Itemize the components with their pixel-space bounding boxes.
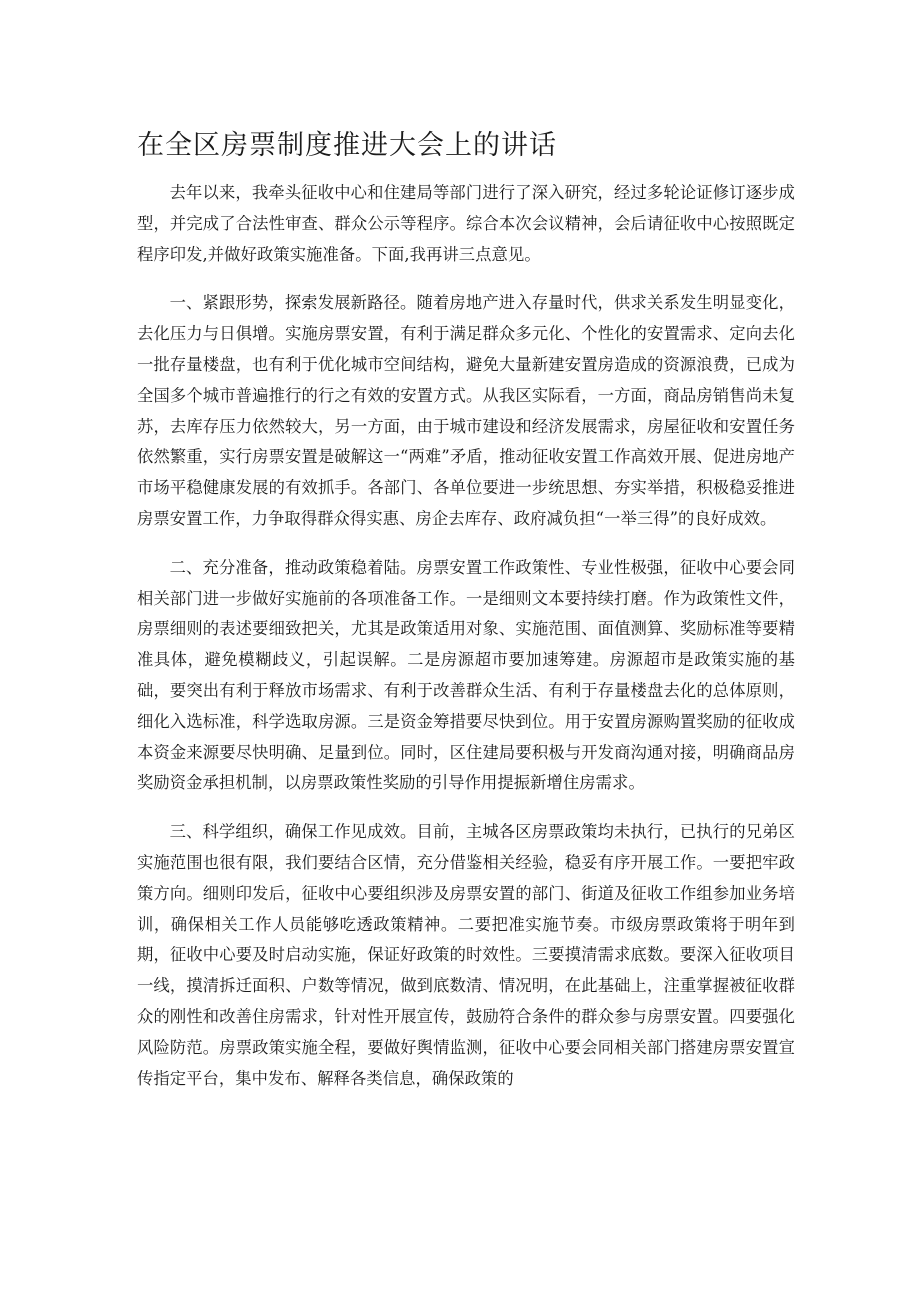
- document-title: 在全区房票制度推进大会上的讲话: [137, 130, 557, 161]
- paragraph-point-two: 二、充分准备，推动政策稳着陆。房票安置工作政策性、专业性极强，征收中心要会同相关部门进一步做好实施前的各项准备工作。一是细则文本要持续打磨。作为政策性文件，房票细则的表述要细致把关，尤其是政策适用对象、实施范围、面值测算、奖励标准等要精准具体，避免模糊歧义，引起误解。二是房源超市要加速筹建。房源超市是政策实施的基础，要突出有利于释放市场需求、有利于改善群众生活、有利于存量楼盘去化的总体原则，细化入选标准，科学选取房源。三是资金筹措要尽快到位。用于安置房源购置奖励的征收成本资金来源要尽快明确、足量到位。同时，区住建局要积极与开发商沟通对接，明确商品房奖励资金承担机制，以房票政策性奖励的引导作用提振新增住房需求。: [137, 557, 795, 793]
- paragraph-point-three: 三、科学组织，确保工作见成效。目前，主城各区房票政策均未执行，已执行的兄弟区实施范围也很有限，我们要结合区情，充分借鉴相关经验，稳妥有序开展工作。一要把牢政策方向。细则印发后，征收中心要组织涉及房票安置的部门、街道及征收工作组参加业务培训，确保相关工作人员能够吃透政策精神。二要把准实施节奏。市级房票政策将于明年到期，征收中心要及时启动实施，保证好政策的时效性。三要摸清需求底数。要深入征收项目一线，摸清拆迁面积、户数等情况，做到底数清、情况明，在此基础上，注重掌握被征收群众的刚性和改善住房需求，针对性开展宣传，鼓励符合条件的群众参与房票安置。四要强化风险防范。房票政策实施全程，要做好舆情监测，征收中心要会同相关部门搭建房票安置宣传指定平台，集中发布、解释各类信息，确保政策的: [137, 822, 795, 1088]
- paragraph-point-one: 一、紧跟形势，探索发展新路径。随着房地产进入存量时代，供求关系发生明显变化，去化压力与日俱增。实施房票安置，有利于满足群众多元化、个性化的安置需求、定向去化一批存量楼盘，也有利于优化城市空间结构，避免大量新建安置房造成的资源浪费，已成为全国多个城市普遍推行的行之有效的安置方式。从我区实际看，一方面，商品房销售尚未复苏，去库存压力依然较大，另一方面，由于城市建设和经济发展需求，房屋征收和安置任务依然繁重，实行房票安置是破解这一“两难”矛盾，推动征收安置工作高效开展、促进房地产市场平稳健康发展的有效抓手。各部门、各单位要进一步统思想、夯实举措，积极稳妥推进房票安置工作，力争取得群众得实惠、房企去库存、政府减负担“一举三得”的良好成效。: [137, 293, 795, 528]
- paragraph-intro: 去年以来，我牵头征收中心和住建局等部门进行了深入研究，经过多轮论证修订逐步成型，并完成了合法性审查、群众公示等程序。综合本次会议精神，会后请征收中心按照既定程序印发,并做好政策实施准备。下面,我再讲三点意见。: [137, 183, 795, 264]
- document-body: [137, 178, 795, 1112]
